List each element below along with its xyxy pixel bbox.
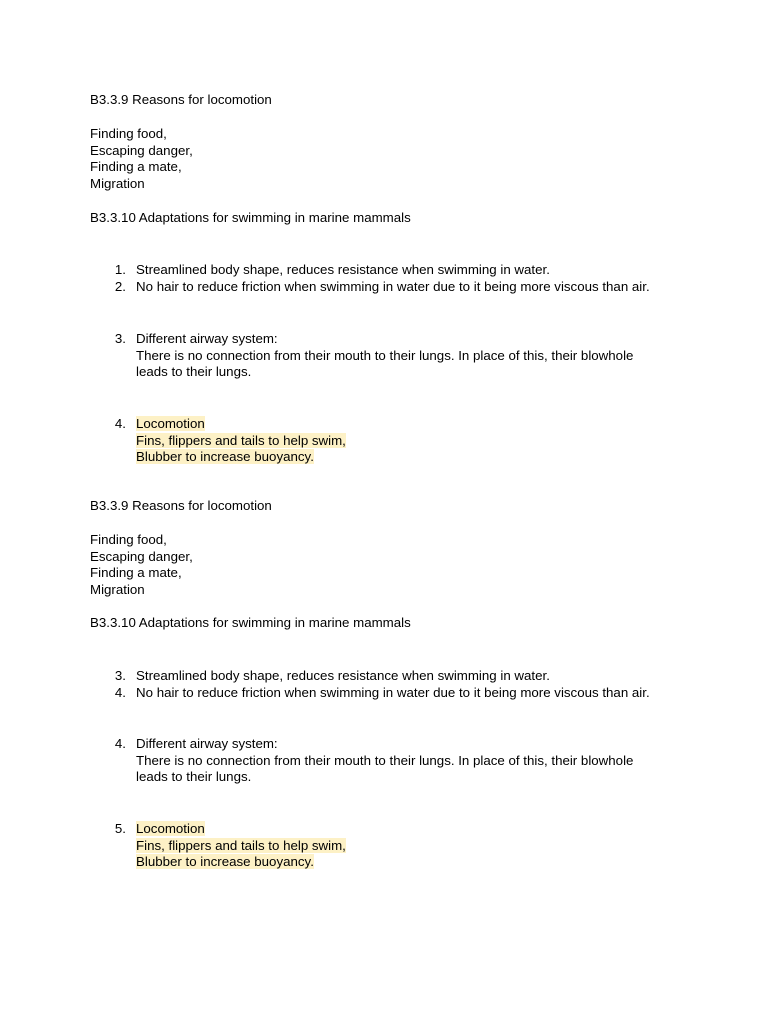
highlighted-text: Fins, flippers and tails to help swim, — [136, 432, 346, 448]
list-number: 3. — [114, 331, 126, 346]
list-number: 4. — [114, 736, 126, 751]
highlighted-text: Blubber to increase buoyancy. — [136, 854, 314, 869]
list-item-text: No hair to reduce friction when swimming in water due to it being more viscous than air. — [136, 279, 650, 294]
highlighted-text: Locomotion — [136, 416, 205, 431]
list-item-text: Streamlined body shape, reduces resistance when swimming in water. — [136, 668, 550, 683]
reasons-heading: B3.3.9 Reasons for locomotion — [90, 498, 272, 513]
list-item-text: Different airway system: — [136, 331, 278, 346]
adaptations-heading: B3.3.10 Adaptations for swimming in marine mammals — [90, 615, 411, 630]
list-number: 4. — [114, 685, 126, 700]
reason-item: Finding a mate, — [90, 565, 182, 580]
reason-item: Migration — [90, 581, 145, 597]
list-number: 3. — [114, 668, 126, 683]
list-item-text: There is no connection from their mouth to their lungs. In place of this, their blowhole — [136, 347, 634, 363]
reasons-list — [90, 126, 690, 192]
reason-item: Finding food, — [90, 126, 167, 141]
list-item-text: leads to their lungs. — [136, 364, 252, 379]
list-item-text: There is no connection from their mouth to their lungs. In place of this, their blowhole — [136, 752, 634, 768]
adaptations-heading: B3.3.10 Adaptations for swimming in marine mammals — [90, 210, 411, 225]
reason-item: Escaping danger, — [90, 142, 193, 158]
reasons-heading: B3.3.9 Reasons for locomotion — [90, 92, 272, 107]
list-item-text: Different airway system: — [136, 736, 278, 751]
list-number: 1. — [114, 262, 126, 277]
list-item-text: Streamlined body shape, reduces resistance when swimming in water. — [136, 262, 550, 277]
reason-item: Finding a mate, — [90, 159, 182, 174]
reason-item: Finding food, — [90, 532, 167, 547]
reasons-list — [90, 532, 690, 598]
list-item-text: leads to their lungs. — [136, 769, 252, 784]
list-number: 5. — [114, 821, 126, 836]
highlighted-text: Fins, flippers and tails to help swim, — [136, 837, 346, 853]
reason-item: Escaping danger, — [90, 548, 193, 564]
highlighted-text: Locomotion — [136, 821, 205, 836]
list-item-text: No hair to reduce friction when swimming in water due to it being more viscous than air. — [136, 685, 650, 700]
reason-item: Migration — [90, 175, 145, 191]
highlighted-text: Blubber to increase buoyancy. — [136, 449, 314, 464]
list-number: 2. — [114, 279, 126, 294]
list-number: 4. — [114, 416, 126, 431]
